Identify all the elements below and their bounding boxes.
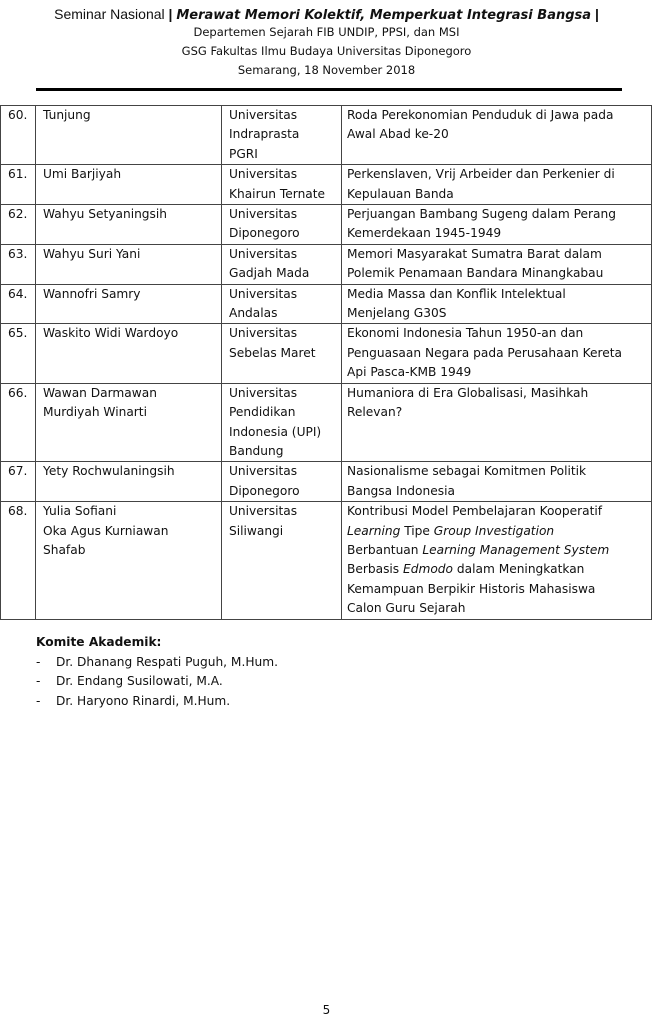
title-segment: Api Pasca-KMB 1949 — [347, 365, 472, 380]
title-segment: Kemampuan Berpikir Historis Mahasiswa — [347, 581, 596, 596]
table-row — [1, 106, 652, 165]
university — [222, 324, 342, 383]
table-row — [1, 324, 652, 383]
committee-title: Komite Akademik: — [36, 635, 162, 649]
title-line — [347, 324, 651, 343]
university-line: PGRI — [229, 146, 258, 161]
title-line — [347, 304, 651, 323]
university-line: Universitas — [229, 385, 298, 400]
author-names — [36, 284, 222, 324]
author-names — [36, 324, 222, 383]
title-segment: Learning — [347, 523, 401, 538]
title-segment: Memori Masyarakat Sumatra Barat dalam — [347, 246, 602, 261]
title-segment: Berbasis — [347, 562, 404, 577]
organizer-line: Departemen Sejarah FIB UNDIP, PPSI, dan MSI — [193, 25, 460, 39]
page-number: 5 — [322, 1003, 331, 1017]
venue-line: GSG Fakultas Ilmu Budaya Universitas Diponegoro — [181, 44, 472, 58]
university — [222, 502, 342, 619]
table-row — [1, 383, 652, 462]
author-name: Murdiyah Winarti — [43, 405, 147, 420]
university-line: Indraprasta — [229, 127, 300, 142]
row-number: 63. — [1, 244, 36, 284]
title-line — [347, 363, 651, 382]
author-names — [36, 244, 222, 284]
paper-title — [342, 462, 652, 502]
title-segment: Menjelang G30S — [347, 306, 447, 321]
paper-title — [342, 205, 652, 245]
seminar-header-title — [0, 6, 653, 23]
title-line — [347, 502, 651, 521]
table-row — [1, 205, 652, 245]
table-row — [1, 244, 652, 284]
title-segment: Bangsa Indonesia — [347, 483, 455, 498]
title-segment: Kontribusi Model Pembelajaran Kooperatif — [347, 504, 603, 519]
member-name: Dr. Endang Susilowati, M.A. — [56, 674, 223, 688]
row-number: 64. — [1, 284, 36, 324]
title-segment: dalam Meningkatkan — [453, 562, 585, 577]
committee-member — [36, 672, 278, 692]
title-line — [347, 125, 651, 144]
row-number: 60. — [1, 106, 36, 165]
author-names — [36, 165, 222, 205]
paper-title — [342, 383, 652, 462]
university-line: Universitas — [229, 108, 298, 122]
title-line — [347, 403, 651, 422]
row-number: 68. — [1, 502, 36, 619]
table-row — [1, 462, 652, 502]
header-rule — [36, 88, 622, 91]
university — [222, 462, 342, 502]
title-segment: Kepulauan Banda — [347, 186, 454, 201]
separator: | — [168, 6, 173, 22]
author-name: Tunjung — [43, 108, 91, 122]
date-line: Semarang, 18 November 2018 — [237, 63, 416, 77]
paper-title — [342, 284, 652, 324]
title-segment: Penguasaan Negara pada Perusahaan Kereta — [347, 345, 623, 360]
row-number: 62. — [1, 205, 36, 245]
title-line — [347, 224, 651, 243]
separator: | — [594, 6, 599, 22]
title-segment: Kemerdekaan 1945-1949 — [347, 226, 502, 241]
author-name: Wahyu Setyaningsih — [43, 207, 167, 222]
academic-committee — [36, 633, 278, 711]
university-line: Diponegoro — [229, 483, 300, 498]
author-name: Yulia Sofiani — [43, 504, 117, 519]
university — [222, 106, 342, 165]
paper-title — [342, 106, 652, 165]
title-segment: Polemik Penamaan Bandara Minangkabau — [347, 266, 604, 281]
university-line: Siliwangi — [229, 523, 284, 538]
bullet-dash: - — [36, 674, 41, 688]
title-line — [347, 384, 651, 403]
title-segment: Awal Abad ke-20 — [347, 127, 449, 142]
author-name: Yety Rochwulaningsih — [43, 464, 175, 479]
title-segment: Perjuangan Bambang Sugeng dalam Perang — [347, 207, 616, 222]
title-line — [347, 106, 651, 125]
title-segment: Ekonomi Indonesia Tahun 1950-an dan — [347, 326, 584, 341]
title-line — [347, 205, 651, 224]
title-line — [347, 522, 651, 541]
bullet-dash: - — [36, 654, 41, 669]
committee-member — [36, 692, 278, 712]
university — [222, 383, 342, 462]
title-line — [347, 245, 651, 264]
title-line — [347, 580, 651, 599]
author-names — [36, 502, 222, 619]
author-names — [36, 205, 222, 245]
title-line — [347, 560, 651, 579]
title-segment: Media Massa dan Konflik Intelektual — [347, 286, 566, 301]
author-name: Wannofri Samry — [43, 286, 141, 301]
title-line — [347, 541, 651, 560]
member-name: Dr. Haryono Rinardi, M.Hum. — [56, 693, 231, 708]
title-segment: Humaniora di Era Globalisasi, Masihkah — [347, 385, 589, 400]
author-name: Wawan Darmawan — [43, 385, 157, 400]
title-line — [347, 462, 651, 481]
title-segment: Edmodo — [403, 562, 454, 577]
table-row — [1, 502, 652, 619]
title-line — [347, 185, 651, 204]
university-line: Indonesia (UPI) — [229, 424, 322, 439]
author-name: Umi Barjiyah — [43, 167, 122, 182]
participants-table — [0, 105, 652, 620]
title-line — [347, 264, 651, 283]
paper-title — [342, 324, 652, 383]
title-segment: Roda Perekonomian Penduduk di Jawa pada — [347, 108, 614, 122]
title-segment: Calon Guru Sejarah — [347, 601, 466, 616]
table-row — [1, 165, 652, 205]
university-line: Khairun Ternate — [229, 186, 326, 201]
title-segment: Perkenslaven, Vrij Arbeider dan Perkenier di — [347, 167, 615, 182]
member-name: Dr. Dhanang Respati Puguh, M.Hum. — [56, 654, 278, 669]
author-name: Oka Agus Kurniawan — [43, 523, 169, 538]
title-line — [347, 165, 651, 184]
university — [222, 284, 342, 324]
title-segment: Learning Management System — [422, 542, 610, 557]
title-segment: Berbantuan — [347, 542, 423, 557]
university-line: Andalas — [229, 306, 278, 321]
university-line: Diponegoro — [229, 226, 300, 241]
paper-title — [342, 502, 652, 619]
committee-member — [36, 653, 278, 673]
author-names — [36, 383, 222, 462]
row-number: 66. — [1, 383, 36, 462]
university — [222, 244, 342, 284]
title-line — [347, 285, 651, 304]
title-line — [347, 482, 651, 501]
title-line — [347, 599, 651, 618]
university-line: Sebelas Maret — [229, 345, 316, 360]
title-segment: Relevan? — [347, 405, 403, 420]
author-name: Shafab — [43, 542, 86, 557]
university-line: Bandung — [229, 443, 284, 458]
title-segment: Group Investigation — [433, 523, 555, 538]
title-segment: Nasionalisme sebagai Komitmen Politik — [347, 464, 587, 479]
university-line: Pendidikan — [229, 405, 296, 420]
author-name: Wahyu Suri Yani — [43, 246, 141, 261]
university-line: Universitas — [229, 464, 298, 479]
seminar-theme: Merawat Memori Kolektif, Memperkuat Integrasi Bangsa — [176, 8, 592, 23]
university-line: Universitas — [229, 286, 298, 301]
university — [222, 205, 342, 245]
university-line: Universitas — [229, 246, 298, 261]
author-names — [36, 106, 222, 165]
university-line: Universitas — [229, 167, 298, 182]
university-line: Universitas — [229, 504, 298, 519]
author-names — [36, 462, 222, 502]
table-row — [1, 284, 652, 324]
author-name: Waskito Widi Wardoyo — [43, 326, 179, 341]
paper-title — [342, 165, 652, 205]
row-number: 65. — [1, 324, 36, 383]
university — [222, 165, 342, 205]
row-number: 67. — [1, 462, 36, 502]
bullet-dash: - — [36, 693, 41, 708]
seminar-label: Seminar Nasional — [54, 6, 165, 22]
university-line: Gadjah Mada — [229, 266, 310, 281]
university-line: Universitas — [229, 326, 298, 341]
paper-title — [342, 244, 652, 284]
university-line: Universitas — [229, 207, 298, 222]
row-number: 61. — [1, 165, 36, 205]
title-line — [347, 344, 651, 363]
title-segment: Tipe — [400, 523, 434, 538]
